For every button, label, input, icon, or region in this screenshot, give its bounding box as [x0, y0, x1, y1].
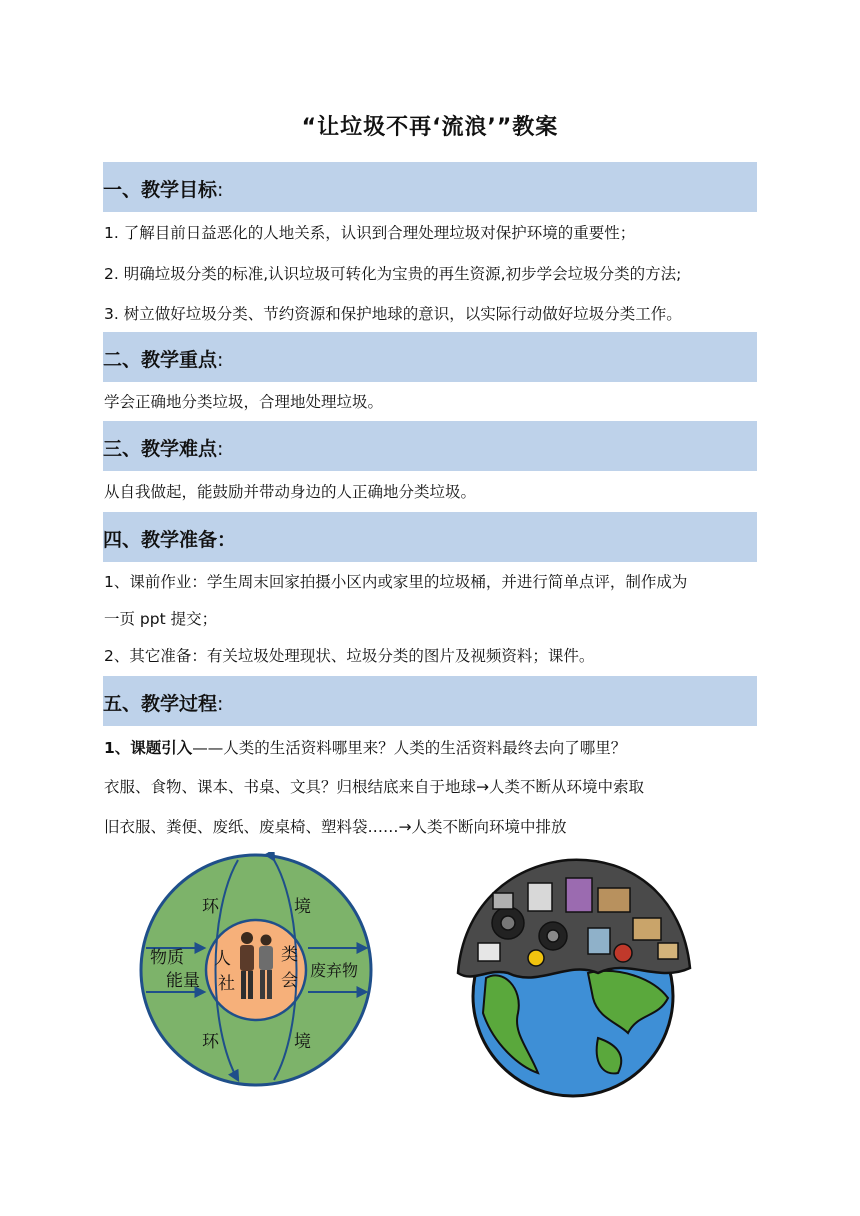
section-heading: 四、教学准备：	[103, 529, 237, 551]
preparation-item: 2、其它准备：有关垃圾处理现状、垃圾分类的图片及视频资料；课件。	[104, 647, 595, 665]
process-line: 旧衣服、粪便、废纸、废桌椅、塑料袋……→人类不断向环境中排放	[104, 818, 567, 836]
class-label: 类	[281, 945, 298, 965]
section-heading: 五、教学过程	[103, 693, 218, 715]
section-header-process	[103, 676, 757, 726]
env-label: 环	[202, 897, 219, 917]
heading-colon: :	[217, 693, 224, 715]
objective-item: 3. 树立做好垃圾分类、节约资源和保护地球的意识，以实际行动做好垃圾分类工作。	[104, 305, 682, 323]
section-header-difficulties	[103, 421, 757, 471]
objective-item: 2. 明确垃圾分类的标准,认识垃圾可转化为宝贵的再生资源,初步学会垃圾分类的方法;	[104, 265, 682, 283]
waste-label: 废弃物	[310, 961, 359, 980]
section-header-preparation	[103, 512, 757, 562]
class-label-2: 会	[281, 971, 298, 991]
energy-label: 能量	[166, 971, 200, 991]
process-line: 衣服、食物、课本、书桌、文具？归根结底来自于地球→人类不断从环境中索取	[104, 778, 644, 796]
human-label: 人	[214, 949, 231, 969]
preparation-item: 1、课前作业：学生周末回家拍摄小区内或家里的垃圾桶，并进行简单点评，制作成为	[104, 573, 688, 591]
section-heading: 二、教学重点	[103, 349, 218, 371]
section-header-objectives	[103, 162, 757, 212]
earth-garbage-illustration	[448, 848, 698, 1098]
section-heading: 一、教学目标	[103, 179, 218, 201]
step-label: 1、课题引入	[104, 739, 193, 757]
heading-colon: :	[217, 438, 224, 460]
inner-society-circle	[206, 920, 306, 1020]
process-step	[104, 736, 626, 758]
preparation-item-continued: 一页 ppt 提交；	[104, 610, 218, 628]
env-label: 境	[294, 1032, 311, 1052]
key-point-text: 学会正确地分类垃圾，合理地处理垃圾。	[104, 393, 384, 411]
env-label: 环	[202, 1032, 219, 1052]
objective-item: 1. 了解目前日益恶化的人地关系，认识到合理处理垃圾对保护环境的重要性；	[104, 224, 636, 242]
heading-colon: :	[217, 179, 224, 201]
difficulty-text: 从自我做起，能鼓励并带动身边的人正确地分类垃圾。	[104, 483, 477, 501]
section-header-key-points	[103, 332, 757, 382]
heading-colon: :	[217, 349, 224, 371]
env-label: 境	[294, 897, 311, 917]
matter-label: 物质	[150, 948, 184, 968]
step-text: ——人类的生活资料哪里来？人类的生活资料最终去向了哪里？	[192, 739, 627, 757]
page-title: “让垃圾不再‘流浪’”教案	[301, 115, 559, 140]
human-environment-diagram	[138, 852, 374, 1088]
society-label: 社	[218, 974, 235, 994]
section-heading: 三、教学难点	[103, 438, 218, 460]
